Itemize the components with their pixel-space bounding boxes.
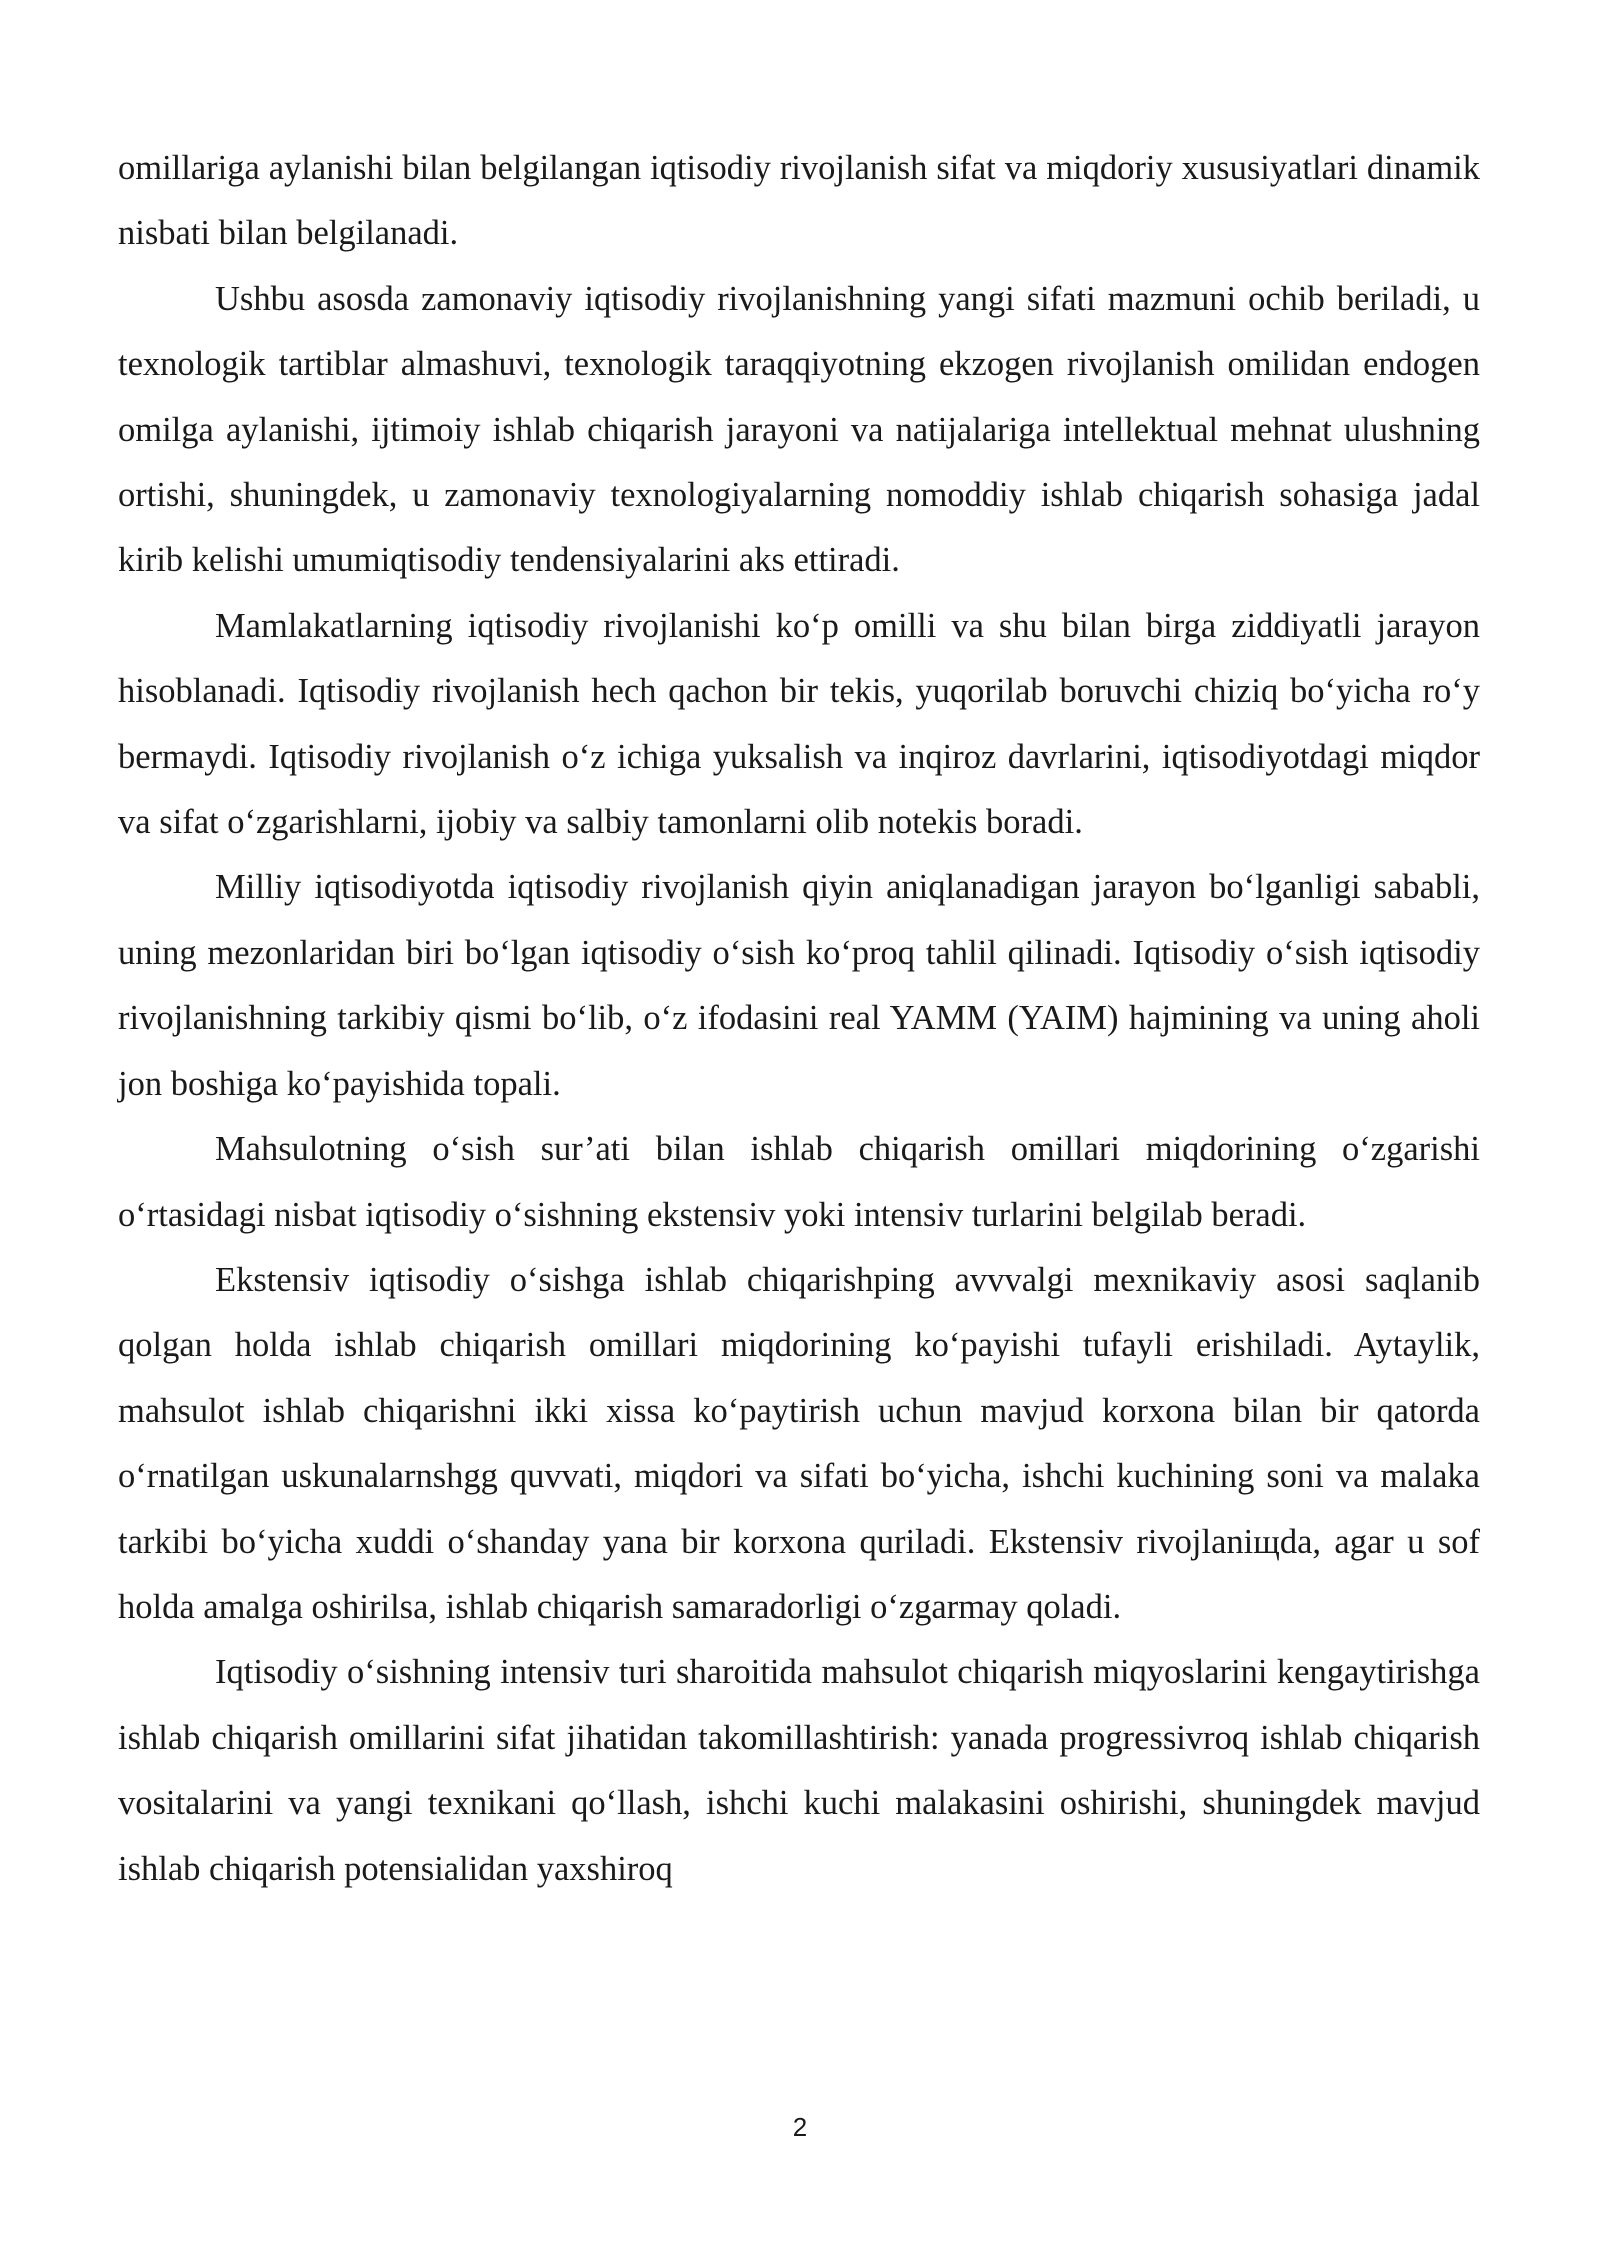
paragraph-6: Ekstensiv iqtisodiy o‘sishga ishlab chiqarishping avvvalgi mexnikaviy asosi saqlanib qolgan holda ishlab chiqarish omillari miqdorining ko‘payishi tufayli erishiladi. Aytaylik, mahsulot ishlab chiqarishni ikki xissa ko‘paytirish uchun mavjud korxona bilan bir qatorda o‘rnatilgan uskunalarnshgg quvvati, miqdori va sifati bo‘yicha, ishchi kuchining soni va malaka tarkibi bo‘yicha xuddi o‘shanday yana bir korxona quriladi. Ekstensiv rivojlaniщda, agar u sof holda amalga oshirilsa, ishlab chiqarish samaradorligi o‘zgarmay qoladi. bbox=[118, 1260, 1480, 1626]
paragraph-7: Iqtisodiy o‘sishning intensiv turi sharoitida mahsulot chiqarish miqyoslarini kengaytirishga ishlab chiqarish omillarini sifat jihatidan takomillashtirish: yanada progressivroq ishlab chiqarish vositalarini va yangi texnikani qo‘llash, ishchi kuchi malakasini oshirishi, shuningdek mavjud ishlab chiqarish potensialidan yaxshiroq bbox=[118, 1653, 1480, 1888]
paragraph-1: omillariga aylanishi bilan belgilangan iqtisodiy rivojlanish sifat va miqdoriy xususiyatlari dinamik nisbati bilan belgilanadi. bbox=[118, 149, 1480, 253]
document-body bbox=[118, 136, 1480, 1902]
paragraph-2: Ushbu asosda zamonaviy iqtisodiy rivojlanishning yangi sifati mazmuni ochib beriladi, u texnologik tartiblar almashuvi, texnologik taraqqiyotning ekzogen rivojlanish omilidan endogen omilga aylanishi, ijtimoiy ishlab chiqarish jarayoni va natijalariga intellektual mehnat ulushning ortishi, shuningdek, u zamonaviy texnologiyalarning nomoddiy ishlab chiqarish sohasiga jadal kirib kelishi umumiqtisodiy tendensiyalarini aks ettiradi. bbox=[118, 279, 1480, 580]
paragraph-3: Mamlakatlarning iqtisodiy rivojlanishi ko‘p omilli va shu bilan birga ziddiyatli jarayon hisoblanadi. Iqtisodiy rivojlanish hech qachon bir tekis, yuqorilab boruvchi chiziq bo‘yicha ro‘y bermaydi. Iqtisodiy rivojlanish o‘z ichiga yuksalish va inqiroz davrlarini, iqtisodiyotdagi miqdor va sifat o‘zgarishlarni, ijobiy va salbiy tamonlarni olib notekis boradi. bbox=[118, 606, 1480, 842]
paragraph-4: Milliy iqtisodiyotda iqtisodiy rivojlanish qiyin aniqlanadigan jarayon bo‘lganligi sababli, uning mezonlaridan biri bo‘lgan iqtisodiy o‘sish ko‘proq tahlil qilinadi. Iqtisodiy o‘sish iqtisodiy rivojlanishning tarkibiy qismi bo‘lib, o‘z ifodasini real YAMM (YAIM) hajmining va uning aholi jon boshiga ko‘payishida topali. bbox=[118, 868, 1480, 1103]
paragraph-5: Mahsulotning o‘sish sur’ati bilan ishlab chiqarish omillari miqdorining o‘zgarishi o‘rtasidagi nisbat iqtisodiy o‘sishning ekstensiv yoki intensiv turlarini belgilab beradi. bbox=[118, 1130, 1480, 1234]
page-number: 2 bbox=[792, 2112, 808, 2142]
